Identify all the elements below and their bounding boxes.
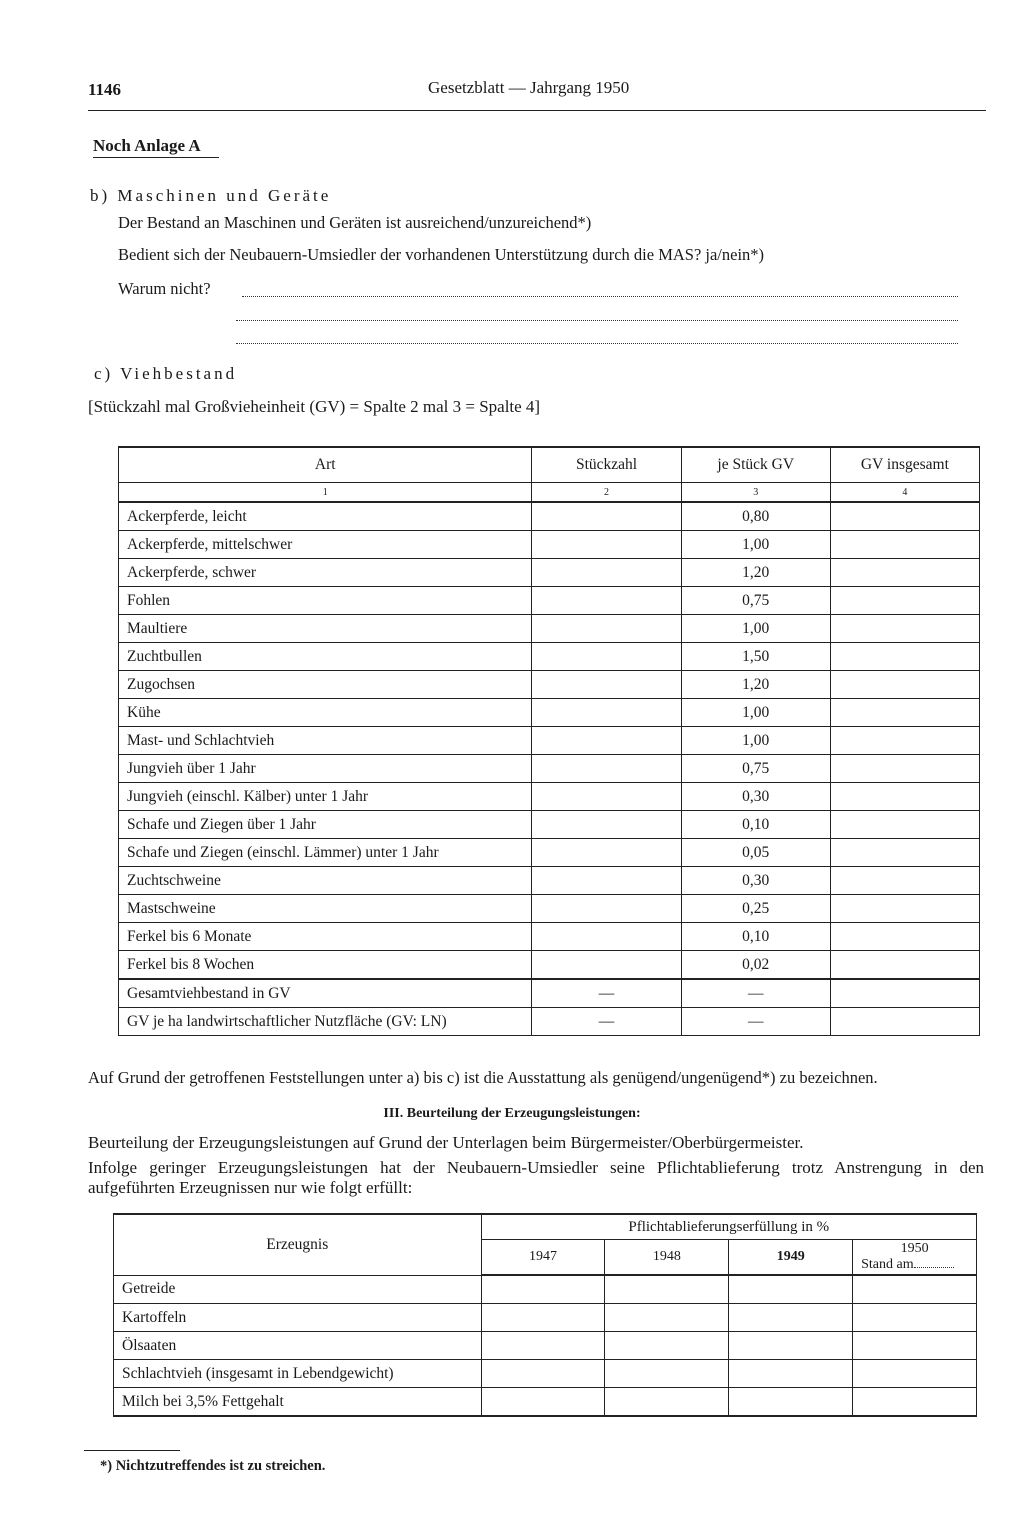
stueckzahl-cell[interactable] — [532, 727, 681, 755]
stueckzahl-cell[interactable] — [532, 867, 681, 895]
row-art: Mast- und Schlachtvieh — [119, 727, 532, 755]
table-row — [114, 1304, 977, 1332]
col-header-pflichtablieferung: Pflichtablieferungserfüllung in % — [481, 1214, 976, 1240]
section-c-formula: [Stückzahl mal Großvieheinheit (GV) = Spalte 2 mal 3 = Spalte 4] — [88, 397, 541, 416]
percent-cell[interactable] — [853, 1304, 977, 1332]
table-row — [119, 671, 980, 699]
table-row — [119, 727, 980, 755]
product-label: Schlachtvieh (insgesamt in Lebendgewicht) — [114, 1360, 482, 1388]
gv-total-cell[interactable] — [830, 923, 979, 951]
conclusion-text: Auf Grund der getroffenen Feststellungen unter a) bis c) ist die Ausstattung als genügend/ungenügend*) zu bezeichnen. — [88, 1068, 878, 1087]
stueckzahl-cell[interactable] — [532, 643, 681, 671]
percent-cell[interactable] — [605, 1332, 729, 1360]
stueckzahl-cell[interactable] — [532, 895, 681, 923]
section-b-line2: Bedient sich der Neubauern-Umsiedler der vorhandenen Unterstützung durch die MAS? ja/nein*) — [118, 245, 765, 264]
col-header-gv-insgesamt: GV insgesamt — [830, 447, 979, 483]
year-1948: 1948 — [605, 1240, 729, 1276]
gv-factor: 1,00 — [681, 699, 830, 727]
gv-total-cell[interactable] — [830, 783, 979, 811]
percent-cell[interactable] — [853, 1332, 977, 1360]
section-b-line3: Warum nicht? — [118, 279, 211, 298]
percent-cell[interactable] — [729, 1275, 853, 1304]
table-row — [119, 615, 980, 643]
stueckzahl-cell[interactable] — [532, 755, 681, 783]
table-row — [119, 531, 980, 559]
livestock-table — [118, 446, 980, 1036]
gv-total-cell[interactable] — [830, 615, 979, 643]
gv-total-cell[interactable] — [830, 699, 979, 727]
footnote: *) Nichtzutreffendes ist zu streichen. — [100, 1458, 326, 1474]
stueckzahl-cell[interactable] — [532, 951, 681, 980]
col-header-stueckzahl: Stückzahl — [532, 447, 681, 483]
year-1947: 1947 — [481, 1240, 605, 1276]
gv-total-cell[interactable] — [830, 727, 979, 755]
summary-dash: — — [681, 979, 830, 1008]
table-row — [114, 1275, 977, 1304]
percent-cell[interactable] — [729, 1332, 853, 1360]
percent-cell[interactable] — [605, 1275, 729, 1304]
row-art: Schafe und Ziegen über 1 Jahr — [119, 811, 532, 839]
percent-cell[interactable] — [729, 1304, 853, 1332]
stueckzahl-cell[interactable] — [532, 531, 681, 559]
stand-am-label: Stand am — [861, 1257, 914, 1272]
gv-total-cell[interactable] — [830, 502, 979, 531]
journal-title: Gesetzblatt — Jahrgang 1950 — [428, 78, 630, 97]
percent-cell[interactable] — [481, 1275, 605, 1304]
gv-total-cell[interactable] — [830, 643, 979, 671]
production-table — [113, 1213, 977, 1417]
year-1950 — [853, 1240, 977, 1276]
product-label: Milch bei 3,5% Fettgehalt — [114, 1388, 482, 1417]
gv-total-cell[interactable] — [830, 951, 979, 980]
table-row — [119, 502, 980, 531]
table-row — [119, 559, 980, 587]
summary-label: GV je ha landwirtschaftlicher Nutzfläche (GV: LN) — [119, 1008, 532, 1036]
percent-cell[interactable] — [481, 1388, 605, 1417]
summary-row — [119, 1008, 980, 1036]
row-art: Ackerpferde, mittelschwer — [119, 531, 532, 559]
gv-factor: 1,20 — [681, 559, 830, 587]
row-art: Fohlen — [119, 587, 532, 615]
table-row — [114, 1332, 977, 1360]
stand-am-field[interactable] — [861, 1257, 968, 1273]
gv-total-cell[interactable] — [830, 559, 979, 587]
gv-factor: 1,00 — [681, 727, 830, 755]
product-label: Getreide — [114, 1275, 482, 1304]
gv-factor: 1,00 — [681, 531, 830, 559]
section-3-para1: Beurteilung der Erzeugungsleistungen auf Grund der Unterlagen beim Bürgermeister/Oberbürgermeister. — [88, 1133, 804, 1152]
annex-underline — [93, 157, 219, 158]
summary-row — [119, 979, 980, 1008]
percent-cell[interactable] — [853, 1388, 977, 1417]
col-number: 4 — [830, 483, 979, 503]
stueckzahl-cell[interactable] — [532, 923, 681, 951]
table-row — [119, 699, 980, 727]
product-label: Ölsaaten — [114, 1332, 482, 1360]
col-header-gv-je-stueck: je Stück GV — [681, 447, 830, 483]
summary-dash: — — [532, 1008, 681, 1036]
percent-cell[interactable] — [605, 1388, 729, 1417]
gv-total-cell[interactable] — [830, 867, 979, 895]
gv-factor: 0,02 — [681, 951, 830, 980]
col-number: 3 — [681, 483, 830, 503]
summary-dash: — — [532, 979, 681, 1008]
percent-cell[interactable] — [853, 1360, 977, 1388]
annex-title: Noch Anlage A — [93, 136, 201, 155]
row-art: Mastschweine — [119, 895, 532, 923]
gv-factor: 1,50 — [681, 643, 830, 671]
table-row — [119, 895, 980, 923]
row-art: Ackerpferde, schwer — [119, 559, 532, 587]
table-row — [119, 867, 980, 895]
gv-factor: 1,20 — [681, 671, 830, 699]
row-art: Zuchtbullen — [119, 643, 532, 671]
summary-total-cell[interactable] — [830, 979, 979, 1008]
stueckzahl-cell[interactable] — [532, 699, 681, 727]
answer-line — [236, 343, 958, 344]
row-art: Schafe und Ziegen (einschl. Lämmer) unter 1 Jahr — [119, 839, 532, 867]
percent-cell[interactable] — [853, 1275, 977, 1304]
header-rule — [88, 110, 986, 111]
col-number: 1 — [119, 483, 532, 503]
row-art: Ferkel bis 6 Monate — [119, 923, 532, 951]
gv-total-cell[interactable] — [830, 895, 979, 923]
row-art: Jungvieh über 1 Jahr — [119, 755, 532, 783]
gv-factor: 0,30 — [681, 867, 830, 895]
table-row — [119, 755, 980, 783]
percent-cell[interactable] — [605, 1304, 729, 1332]
col-header-erzeugnis: Erzeugnis — [114, 1214, 482, 1275]
percent-cell[interactable] — [729, 1360, 853, 1388]
gv-factor: 0,05 — [681, 839, 830, 867]
section-3-para2: Infolge geringer Erzeugungsleistungen hat der Neubauern-Umsiedler seine Pflichtablieferung trotz Anstrengung in den aufgeführten Erzeugnissen nur wie folgt erfüllt: — [88, 1158, 984, 1197]
row-art: Zuchtschweine — [119, 867, 532, 895]
percent-cell[interactable] — [481, 1332, 605, 1360]
gv-factor: 0,75 — [681, 755, 830, 783]
section-c-heading: c) Viehbestand — [94, 364, 238, 383]
row-art: Ferkel bis 8 Wochen — [119, 951, 532, 980]
answer-line — [236, 320, 958, 321]
table-row — [119, 587, 980, 615]
stueckzahl-cell[interactable] — [532, 811, 681, 839]
stueckzahl-cell[interactable] — [532, 587, 681, 615]
stueckzahl-cell[interactable] — [532, 559, 681, 587]
row-art: Maultiere — [119, 615, 532, 643]
row-art: Jungvieh (einschl. Kälber) unter 1 Jahr — [119, 783, 532, 811]
row-art: Kühe — [119, 699, 532, 727]
section-3-heading: III. Beurteilung der Erzeugungsleistungen: — [383, 1106, 641, 1121]
gv-factor: 0,75 — [681, 587, 830, 615]
table-row — [119, 643, 980, 671]
gv-total-cell[interactable] — [830, 671, 979, 699]
col-header-art: Art — [119, 447, 532, 483]
year-1950-label: 1950 — [900, 1241, 929, 1256]
gv-total-cell[interactable] — [830, 811, 979, 839]
table-row — [119, 783, 980, 811]
product-label: Kartoffeln — [114, 1304, 482, 1332]
summary-dash: — — [681, 1008, 830, 1036]
section-b-line1: Der Bestand an Maschinen und Geräten ist ausreichend/unzureichend*) — [118, 213, 592, 232]
stueckzahl-cell[interactable] — [532, 839, 681, 867]
gv-total-cell[interactable] — [830, 587, 979, 615]
answer-line — [242, 296, 958, 297]
gv-factor: 0,25 — [681, 895, 830, 923]
percent-cell[interactable] — [605, 1360, 729, 1388]
page-number: 1146 — [88, 80, 122, 99]
row-art: Ackerpferde, leicht — [119, 502, 532, 531]
percent-cell[interactable] — [481, 1304, 605, 1332]
gv-total-cell[interactable] — [830, 839, 979, 867]
section-b-heading: b) Maschinen und Geräte — [90, 186, 332, 205]
gv-factor: 1,00 — [681, 615, 830, 643]
gv-factor: 0,30 — [681, 783, 830, 811]
gv-total-cell[interactable] — [830, 531, 979, 559]
stueckzahl-cell[interactable] — [532, 671, 681, 699]
col-number: 2 — [532, 483, 681, 503]
stueckzahl-cell[interactable] — [532, 783, 681, 811]
row-art: Zugochsen — [119, 671, 532, 699]
summary-label: Gesamtviehbestand in GV — [119, 979, 532, 1008]
footnote-rule — [84, 1450, 180, 1451]
gv-total-cell[interactable] — [830, 755, 979, 783]
stueckzahl-cell[interactable] — [532, 615, 681, 643]
stueckzahl-cell[interactable] — [532, 502, 681, 531]
table-row — [119, 811, 980, 839]
percent-cell[interactable] — [729, 1388, 853, 1417]
gv-factor: 0,10 — [681, 923, 830, 951]
table-row — [114, 1360, 977, 1388]
table-row — [114, 1388, 977, 1417]
percent-cell[interactable] — [481, 1360, 605, 1388]
year-1949: 1949 — [729, 1240, 853, 1276]
table-row — [119, 951, 980, 980]
gv-factor: 0,10 — [681, 811, 830, 839]
table-row — [119, 923, 980, 951]
gv-factor: 0,80 — [681, 502, 830, 531]
summary-total-cell[interactable] — [830, 1008, 979, 1036]
table-row — [119, 839, 980, 867]
